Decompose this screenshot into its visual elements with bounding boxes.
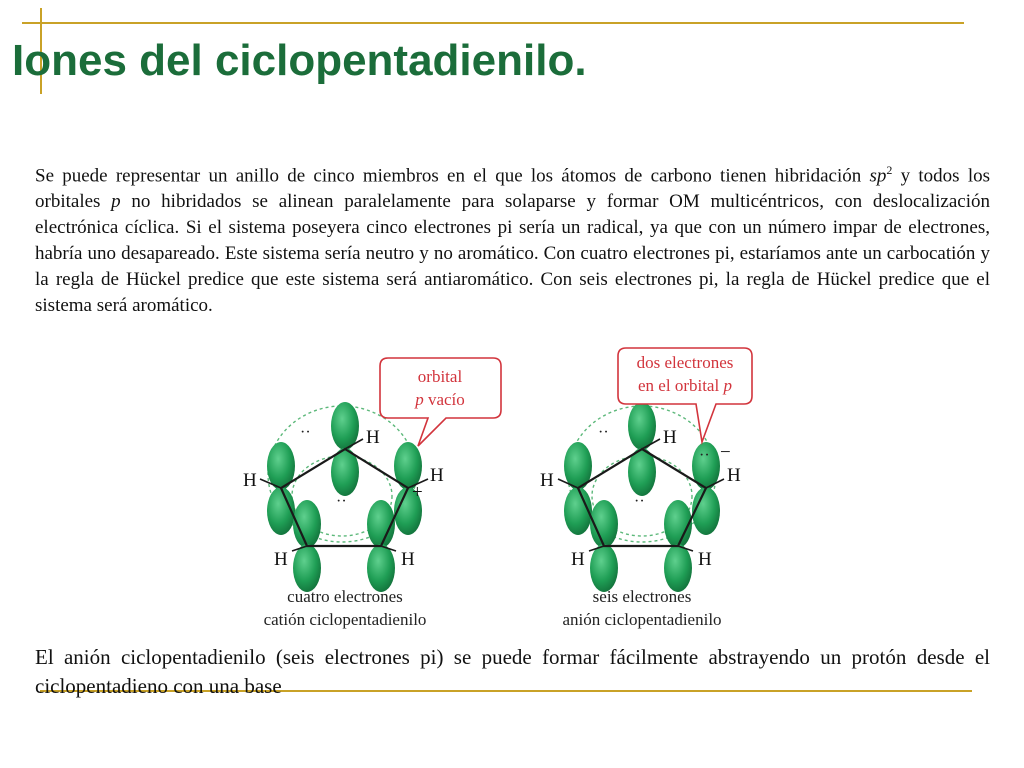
intro-paragraph: [35, 157, 990, 319]
anion-charge: −: [720, 442, 731, 463]
anion-structure: [540, 348, 752, 629]
p-term: p: [111, 191, 121, 213]
orbital-diagram: [230, 346, 790, 641]
cation-caption-line2: catión ciclopentadienilo: [263, 610, 427, 629]
anion-h-bottom-left: H: [571, 549, 585, 570]
cyclopentadienyl-figure: [230, 346, 790, 641]
anion-callout-line2: en el orbital p: [638, 376, 732, 395]
intro-text-c: no hibridados se alinean paralelamente para solaparse y formar OM multicéntricos, con deslocalización electrónica cíclica. Si el sistema poseyera cinco electrones pi sería un radical, ya que con un número impar de electrones, habría uno desapareado. Este sistema sería neutro y no aromático. Con cuatro electrones pi, estaríamos ante un carbocatión y la regla de Hückel predice que este sistema será antiaromático. Con seis electrones pi, la regla de Hückel predice que el sistema será aromático.: [35, 191, 990, 317]
anion-electron-pair-center: ··: [634, 493, 645, 510]
cation-h-bottom-right: H: [401, 549, 415, 570]
cation-structure: [243, 358, 501, 629]
intro-text-a: Se puede representar un anillo de cinco miembros en el que los átomos de carbono tienen hibridación: [35, 165, 870, 187]
anion-callout-line1: dos electrones: [636, 353, 734, 372]
anion-caption-line2: anión ciclopentadienilo: [562, 610, 722, 629]
cation-h-bottom-left: H: [274, 549, 288, 570]
anion-caption-line1: seis electrones: [592, 587, 692, 606]
sp-term: sp: [869, 165, 887, 187]
anion-h-right: H: [727, 465, 741, 486]
cation-h-right: H: [430, 465, 444, 486]
sp-superscript: 2: [886, 163, 893, 177]
anion-electron-pair-top: ··: [598, 424, 609, 441]
anion-h-bottom-right: H: [698, 549, 712, 570]
cation-callout-line2: p vacío: [415, 390, 465, 409]
cation-electron-pair-top: ··: [300, 424, 311, 441]
frame-top-line: [22, 22, 964, 24]
intro-text-b: y todos los orbitales: [35, 165, 990, 213]
cation-callout-line1: orbital: [417, 367, 463, 386]
anion-h-top: H: [663, 427, 677, 448]
closing-paragraph: El anión ciclopentadienilo (seis electrones pi) se puede formar fácilmente abstrayendo un protón desde el ciclopentadieno con una base: [35, 645, 990, 698]
anion-h-left: H: [540, 470, 554, 491]
cation-h-top: H: [366, 427, 380, 448]
cation-charge: +: [412, 482, 423, 503]
cation-caption-line1: cuatro electrones: [287, 587, 403, 606]
cation-electron-pair-center: ··: [336, 493, 347, 510]
cation-h-left: H: [243, 470, 257, 491]
slide-title: Iones del ciclopentadienilo.: [12, 36, 587, 85]
anion-electron-pair-right: ··: [699, 447, 710, 464]
